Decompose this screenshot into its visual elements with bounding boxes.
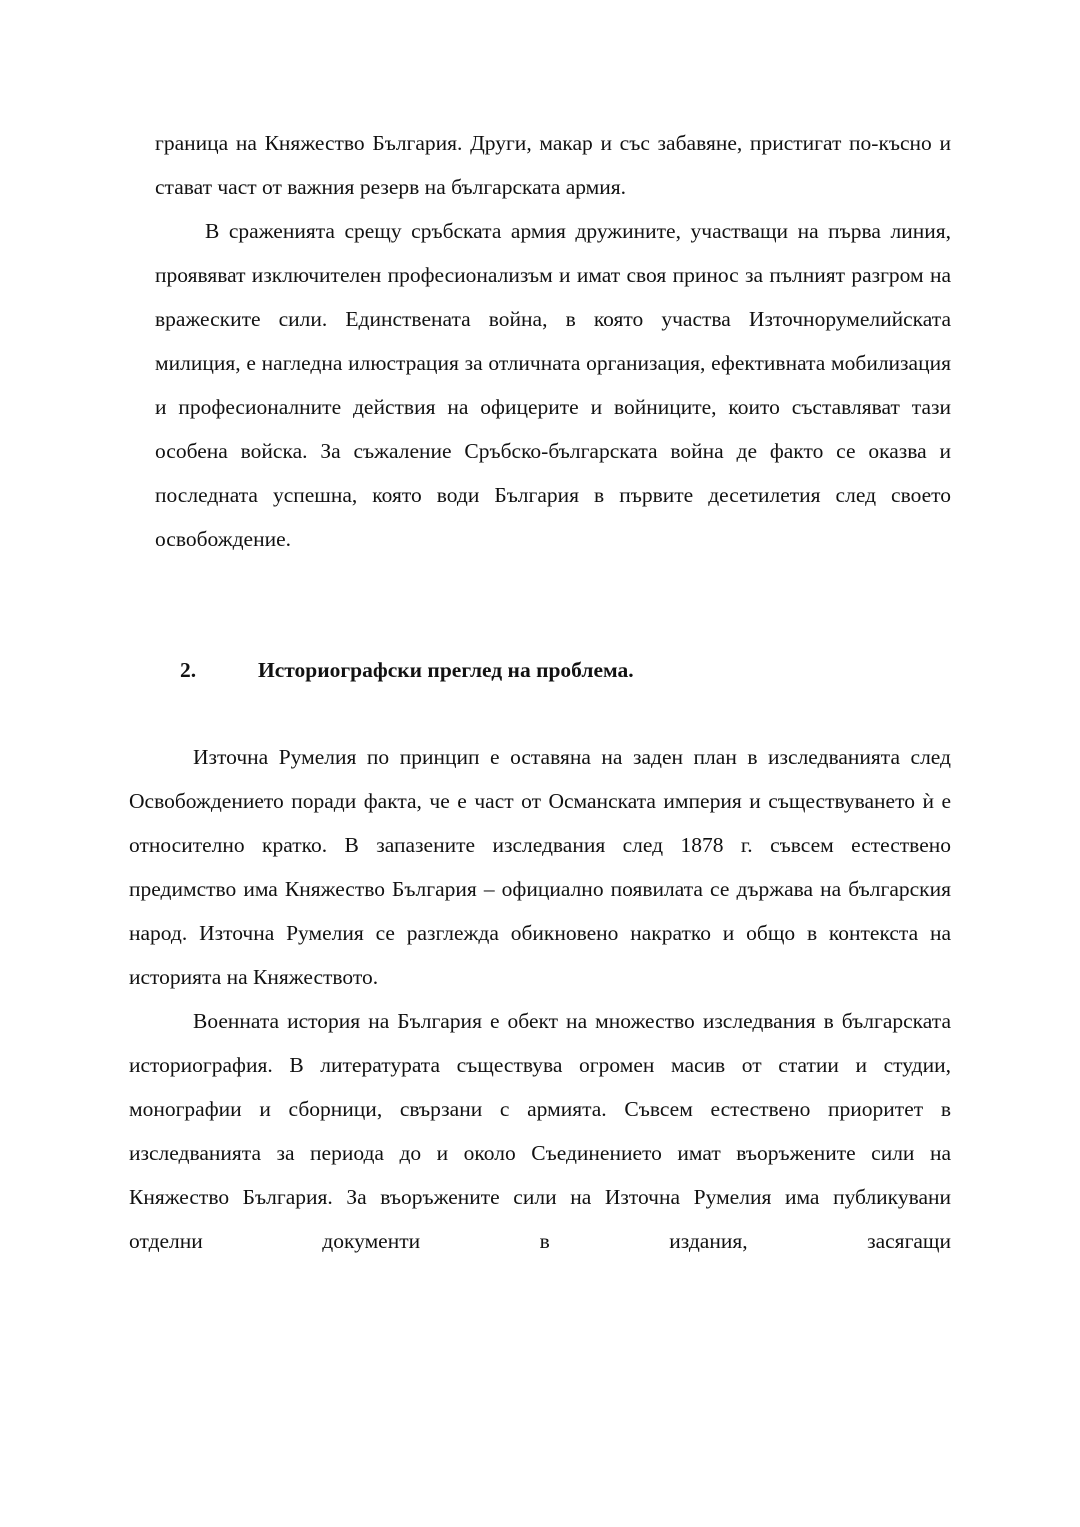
- paragraph: В сраженията срещу сръбската армия дружините, участващи на първа линия, проявяват изключителен професионализъм и имат своя принос за пълният разгром на вражеските сили. Единствената война, в която участва Източнорумелийската милиция, е нагледна илюстрация за отличната организация, ефективната мобилизация и професионалните действия на офицерите и войниците, които съставляват тази особена войска. За съжаление Сръбско-българската война де факто се оказва и последната успешна, която води България в първите десетилетия след своето освобождение.: [155, 219, 951, 551]
- paragraph: Източна Румелия по принцип е оставяна на заден план в изследванията след Освобождението поради факта, че е част от Османската империя и съществуването ѝ е относително кратко. В запазените изследвания след 1878 г. съвсем естествено предимство има Княжество България – официално появилата се държава на българския народ. Източна Румелия се разглежда обикновено накратко и общо в контекста на историята на Княжеството.: [129, 745, 951, 989]
- section-heading: [180, 648, 634, 692]
- section-number: 2.: [180, 658, 197, 682]
- section-title: Историографски преглед на проблема.: [258, 658, 634, 682]
- section-1-text: [155, 121, 951, 561]
- paragraph: Военната история на България е обект на множество изследвания в българската историография. В литературата съществува огромен масив от статии и студии, монографии и сборници, свързани с армията. Съвсем естествено приоритет в изследванията за периода до и около Съединението имат въоръжените сили на Княжество България. За въоръжените сили на Източна Румелия има публикувани отделни документи в издания, засягащи: [129, 1009, 951, 1253]
- paragraph: граница на Княжество България. Други, макар и със забавяне, пристигат по-късно и стават част от важния резерв на българската армия.: [155, 131, 951, 199]
- section-2-text: [129, 735, 951, 1263]
